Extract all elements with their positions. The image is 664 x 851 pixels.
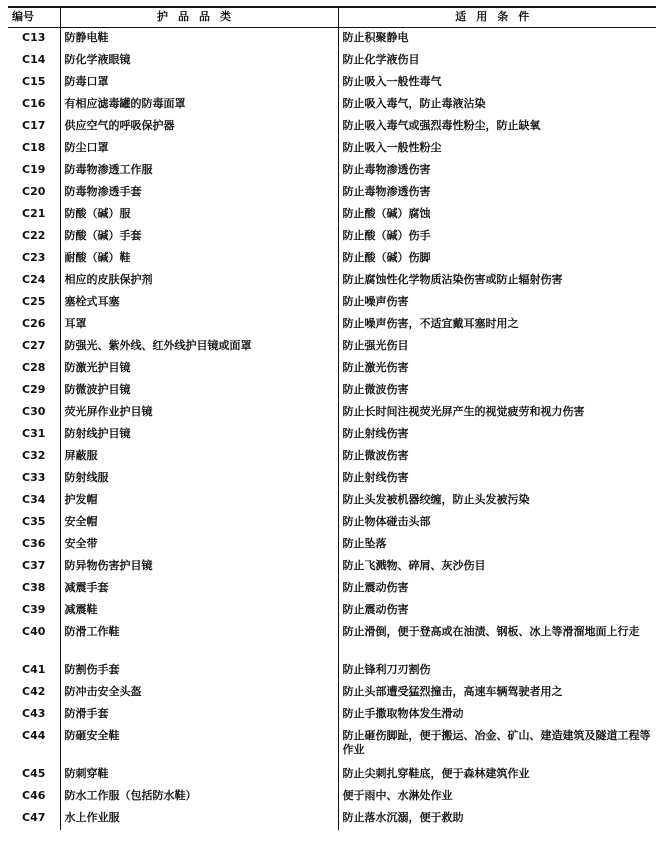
row-item: 防滑工作鞋 (60, 622, 338, 660)
row-id: C14 (8, 50, 60, 72)
row-item: 防毒物渗透手套 (60, 182, 338, 204)
row-item: 减震鞋 (60, 600, 338, 622)
row-use: 防止吸入毒气或强烈毒性粉尘，防止缺氧 (342, 118, 541, 132)
row-item: 护发帽 (60, 490, 338, 512)
row-use: 防止射线伤害 (342, 426, 409, 440)
table-row (8, 116, 656, 138)
row-item: 安全帽 (60, 512, 338, 534)
row-use: 防止震动伤害 (342, 580, 409, 594)
row-use: 防止化学液伤目 (342, 52, 420, 66)
row-id: C38 (8, 578, 60, 600)
row-id: C32 (8, 446, 60, 468)
row-use: 防止激光伤害 (342, 360, 409, 374)
header-use: 适用条件 (338, 7, 656, 28)
row-use: 防止物体碰击头部 (342, 514, 431, 528)
row-id: C16 (8, 94, 60, 116)
row-item: 防射线服 (60, 468, 338, 490)
table-row (8, 380, 656, 402)
header-item: 护品品类 (60, 7, 338, 28)
row-item: 相应的皮肤保护剂 (60, 270, 338, 292)
row-item: 供应空气的呼吸保护器 (60, 116, 338, 138)
row-use: 防止吸入毒气，防止毒液沾染 (342, 96, 486, 110)
row-item: 安全带 (60, 534, 338, 556)
row-item: 耐酸（碱）鞋 (60, 248, 338, 270)
row-id: C21 (8, 204, 60, 226)
row-id: C39 (8, 600, 60, 622)
row-item: 防冲击安全头盔 (60, 682, 338, 704)
table-row (8, 622, 656, 660)
row-item: 防砸安全鞋 (60, 726, 338, 764)
row-item: 有相应滤毒罐的防毒面罩 (60, 94, 338, 116)
table-row (8, 336, 656, 358)
table-row (8, 204, 656, 226)
row-item: 防激光护目镜 (60, 358, 338, 380)
table-row (8, 726, 656, 764)
row-id: C28 (8, 358, 60, 380)
table-row (8, 682, 656, 704)
row-id: C41 (8, 660, 60, 682)
row-use: 防止坠落 (342, 536, 387, 550)
row-id: C45 (8, 764, 60, 786)
row-use: 防止手撒取物体发生滑动 (342, 706, 464, 720)
table-row (8, 28, 656, 50)
table-row (8, 578, 656, 600)
row-item: 防尘口罩 (60, 138, 338, 160)
row-id: C31 (8, 424, 60, 446)
table-row (8, 446, 656, 468)
row-id: C40 (8, 622, 60, 660)
table-row (8, 314, 656, 336)
header-id: 编号 (8, 7, 60, 28)
row-id: C42 (8, 682, 60, 704)
table-row (8, 358, 656, 380)
row-use: 防止射线伤害 (342, 470, 409, 484)
row-item: 防酸（碱）手套 (60, 226, 338, 248)
table-row (8, 160, 656, 182)
row-item: 塞栓式耳塞 (60, 292, 338, 314)
row-item: 防射线护目镜 (60, 424, 338, 446)
row-item: 防异物伤害护目镜 (60, 556, 338, 578)
table-row (8, 490, 656, 512)
table-row (8, 182, 656, 204)
table-row (8, 764, 656, 786)
table-row (8, 556, 656, 578)
row-use: 便于雨中、水淋处作业 (342, 788, 453, 802)
row-item: 防滑手套 (60, 704, 338, 726)
row-id: C22 (8, 226, 60, 248)
row-use: 防止飞溅物、碎屑、灰沙伤目 (342, 558, 486, 572)
row-id: C37 (8, 556, 60, 578)
row-id: C46 (8, 786, 60, 808)
row-use: 防止噪声伤害，不适宜戴耳塞时用之 (342, 316, 519, 330)
row-id: C30 (8, 402, 60, 424)
table-row (8, 226, 656, 248)
row-use: 防止噪声伤害 (342, 294, 409, 308)
row-use: 防止酸（碱）伤手 (342, 228, 431, 242)
row-item: 减震手套 (60, 578, 338, 600)
row-id: C27 (8, 336, 60, 358)
row-id: C26 (8, 314, 60, 336)
row-id: C36 (8, 534, 60, 556)
row-use: 防止酸（碱）伤脚 (342, 250, 431, 264)
table-row (8, 138, 656, 160)
row-use: 防止酸（碱）腐蚀 (342, 206, 431, 220)
row-use: 防止头发被机器绞缠，防止头发被污染 (342, 492, 530, 506)
row-use: 防止腐蚀性化学物质沾染伤害或防止辐射伤害 (342, 272, 563, 286)
row-id: C13 (8, 28, 60, 50)
table-row (8, 270, 656, 292)
row-item: 防毒口罩 (60, 72, 338, 94)
row-id: C15 (8, 72, 60, 94)
row-use: 防止长时间注视荧光屏产生的视觉疲劳和视力伤害 (342, 404, 585, 418)
row-item: 防毒物渗透工作服 (60, 160, 338, 182)
table-row (8, 292, 656, 314)
row-use: 防止微波伤害 (342, 448, 409, 462)
table-row (8, 402, 656, 424)
row-use: 防止毒物渗透伤害 (342, 184, 431, 198)
row-use: 防止吸入一般性粉尘 (342, 140, 442, 154)
row-item: 屏蔽服 (60, 446, 338, 468)
row-use: 防止吸入一般性毒气 (342, 74, 442, 88)
row-id: C17 (8, 116, 60, 138)
table-row (8, 512, 656, 534)
table-row (8, 600, 656, 622)
row-id: C24 (8, 270, 60, 292)
row-use: 防止落水沉溺，便于救助 (342, 810, 464, 824)
row-id: C33 (8, 468, 60, 490)
row-item: 耳罩 (60, 314, 338, 336)
row-item: 防酸（碱）服 (60, 204, 338, 226)
row-item: 防水工作服（包括防水鞋） (60, 786, 338, 808)
row-item: 防刺穿鞋 (60, 764, 338, 786)
row-use: 防止毒物渗透伤害 (342, 162, 431, 176)
table-header (8, 7, 656, 28)
header-row (8, 7, 656, 28)
row-use: 防止尖刺扎穿鞋底，便于森林建筑作业 (342, 766, 530, 780)
table-body (8, 28, 656, 830)
row-id: C25 (8, 292, 60, 314)
row-id: C23 (8, 248, 60, 270)
table-row (8, 72, 656, 94)
table-row (8, 468, 656, 490)
row-item: 防化学液眼镜 (60, 50, 338, 72)
row-item: 防割伤手套 (60, 660, 338, 682)
row-use: 防止滑倒，便于登高或在油渍、钢板、冰上等滑溜地面上行走 (342, 624, 640, 638)
row-id: C47 (8, 808, 60, 830)
row-item: 水上作业服 (60, 808, 338, 830)
row-item: 防强光、紫外线、红外线护目镜或面罩 (60, 336, 338, 358)
table-row (8, 94, 656, 116)
row-id: C18 (8, 138, 60, 160)
table-row (8, 424, 656, 446)
row-item: 防静电鞋 (60, 28, 338, 50)
row-use: 防止锋利刀刃割伤 (342, 662, 431, 676)
row-id: C29 (8, 380, 60, 402)
row-use: 防止头部遭受猛烈撞击，高速车辆驾驶者用之 (342, 684, 563, 698)
row-item: 防微波护目镜 (60, 380, 338, 402)
table-row (8, 704, 656, 726)
row-use: 防止震动伤害 (342, 602, 409, 616)
table-row (8, 786, 656, 808)
ppe-table (8, 6, 656, 830)
table-row (8, 248, 656, 270)
row-id: C19 (8, 160, 60, 182)
row-id: C34 (8, 490, 60, 512)
row-use: 防止积聚静电 (342, 31, 409, 44)
table-row (8, 808, 656, 830)
row-use: 防止砸伤脚趾，便于搬运、冶金、矿山、建造建筑及隧道工程等作业 (342, 728, 651, 756)
table-row (8, 534, 656, 556)
row-id: C44 (8, 726, 60, 764)
row-use: 防止微波伤害 (342, 382, 409, 396)
table-row (8, 660, 656, 682)
row-id: C20 (8, 182, 60, 204)
table-row (8, 50, 656, 72)
row-use: 防止强光伤目 (342, 338, 409, 352)
row-item: 荧光屏作业护目镜 (60, 402, 338, 424)
row-id: C43 (8, 704, 60, 726)
row-id: C35 (8, 512, 60, 534)
